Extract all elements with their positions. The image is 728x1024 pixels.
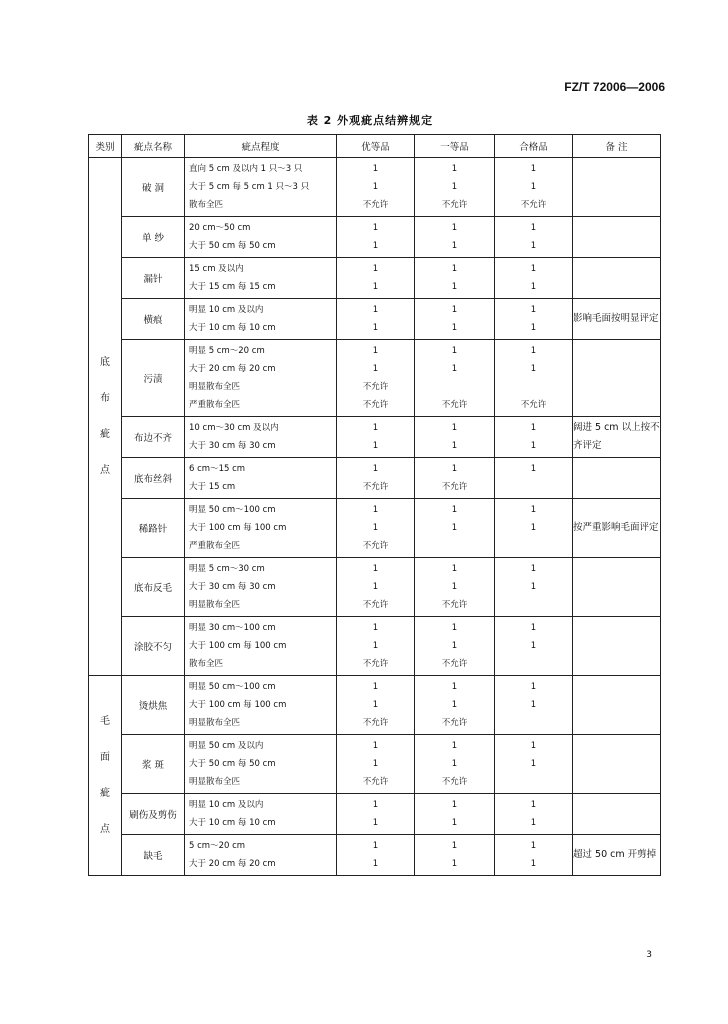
first-grade-value-line: 1 [451,441,458,451]
qualified-grade-value-line [495,478,572,496]
defect-name: 布边不齐 [122,417,185,458]
defect-degree [185,676,337,735]
first-grade-value-line: 1 [451,164,458,174]
table-row [89,676,661,735]
defect-name: 刷伤及剪伤 [122,794,185,835]
first-grade-value [415,617,495,676]
qualified-grade-value-line: 1 [530,641,537,651]
first-grade-value-line: 1 [451,800,458,810]
category-char: 点 [100,464,110,476]
header-first: 一等品 [415,135,495,158]
header-remark: 备 注 [573,135,661,158]
table-row [89,617,661,676]
defect-name: 涂胶不匀 [122,617,185,676]
remark [573,458,661,499]
first-grade-value [415,299,495,340]
defect-degree-line: 大于 50 cm 每 50 cm [189,241,276,251]
first-grade-value-line: 1 [451,641,458,651]
qualified-grade-value-line: 1 [530,305,537,315]
first-grade-value [415,217,495,258]
defect-degree-line: 10 cm～30 cm 及以内 [189,423,279,433]
first-grade-value-line: 不允许 [441,718,468,728]
defect-degree-line: 明显散布全匹 [189,777,241,787]
table-row [89,417,661,458]
premium-grade-value-line: 不允许 [362,600,389,610]
defect-degree-line: 大于 20 cm 每 20 cm [189,364,276,374]
remark [573,158,661,217]
qualified-grade-value-line: 1 [530,523,537,533]
qualified-grade-value-line: 1 [530,623,537,633]
defect-degree [185,499,337,558]
premium-grade-value-line: 1 [372,441,379,451]
defect-degree-line: 6 cm～15 cm [189,464,246,474]
defect-degree-line: 明显 50 cm 及以内 [189,741,264,751]
defect-degree-line: 明显 50 cm～100 cm [189,505,276,515]
qualified-grade-value [495,735,573,794]
defect-degree-line: 严重散布全匹 [189,541,241,551]
defect-name: 浆 斑 [122,735,185,794]
qualified-grade-value [495,340,573,417]
first-grade-value [415,835,495,876]
first-grade-value-line: 1 [451,346,458,356]
defect-degree-line: 散布全匹 [189,659,224,669]
table-row [89,558,661,617]
defect-degree-line: 大于 20 cm 每 20 cm [189,859,276,869]
defect-name: 缺毛 [122,835,185,876]
table-row [89,340,661,417]
defect-degree-line: 大于 15 cm [189,482,236,492]
premium-grade-value [337,158,415,217]
qualified-grade-value [495,835,573,876]
header-degree: 疵点程度 [185,135,337,158]
defect-degree-line: 明显 5 cm～30 cm [189,564,265,574]
category-cell [89,676,122,876]
qualified-grade-value-line [495,773,572,791]
premium-grade-value [337,499,415,558]
defect-degree-line: 大于 50 cm 每 50 cm [189,759,276,769]
defect-degree [185,417,337,458]
table-caption: 表 2 外观疵点结辨规定 [306,114,434,127]
defect-degree [185,458,337,499]
premium-grade-value [337,458,415,499]
first-grade-value [415,340,495,417]
defect-degree-line: 大于 30 cm 每 30 cm [189,441,276,451]
premium-grade-value-line: 不允许 [362,382,389,392]
first-grade-value-line: 1 [451,505,458,515]
premium-grade-value-line: 1 [372,800,379,810]
qualified-grade-value-line: 1 [530,582,537,592]
defect-degree [185,835,337,876]
remark [573,558,661,617]
qualified-grade-value-line [495,378,572,396]
defect-name: 底布丝斜 [122,458,185,499]
category-char: 毛 [100,715,110,727]
defect-degree-line: 大于 10 cm 每 10 cm [189,323,276,333]
premium-grade-value-line: 1 [372,841,379,851]
qualified-grade-value [495,417,573,458]
table-row [89,258,661,299]
qualified-grade-value-line: 1 [530,323,537,333]
premium-grade-value-line: 1 [372,759,379,769]
defect-degree-line: 明显 30 cm～100 cm [189,623,276,633]
defect-name: 漏针 [122,258,185,299]
premium-grade-value [337,417,415,458]
defect-degree [185,735,337,794]
premium-grade-value [337,558,415,617]
first-grade-value [415,158,495,217]
premium-grade-value [337,340,415,417]
premium-grade-value [337,217,415,258]
category-char: 疵 [100,787,110,799]
header-defect-name: 疵点名称 [122,135,185,158]
first-grade-value [415,458,495,499]
first-grade-value-line: 1 [451,182,458,192]
defect-degree-line: 大于 30 cm 每 30 cm [189,582,276,592]
category-char: 布 [100,392,110,404]
table-row [89,835,661,876]
premium-grade-value-line: 不允许 [362,541,389,551]
remark [573,794,661,835]
premium-grade-value-line: 1 [372,241,379,251]
qualified-grade-value-line: 1 [530,423,537,433]
first-grade-value-line: 1 [451,523,458,533]
qualified-grade-value-line: 1 [530,364,537,374]
defect-degree-line: 明显 10 cm 及以内 [189,305,264,315]
remark [573,217,661,258]
premium-grade-value-line: 不允许 [362,482,389,492]
first-grade-value-line: 不允许 [441,400,468,410]
premium-grade-value-line: 1 [372,223,379,233]
first-grade-value [415,417,495,458]
first-grade-value [415,558,495,617]
premium-grade-value-line: 1 [372,505,379,515]
remark: 影响毛面按明显评定 [573,299,661,340]
defect-degree [185,217,337,258]
defect-degree-line: 大于 5 cm 每 5 cm 1 只～3 只 [189,182,310,192]
premium-grade-value-line: 1 [372,682,379,692]
first-grade-value-line: 1 [451,741,458,751]
premium-grade-value-line: 不允许 [362,400,389,410]
defect-name: 烫烘焦 [122,676,185,735]
qualified-grade-value-line: 1 [530,241,537,251]
first-grade-value [415,735,495,794]
qualified-grade-value-line: 1 [530,841,537,851]
first-grade-value-line: 1 [451,282,458,292]
premium-grade-value-line: 1 [372,523,379,533]
defect-degree [185,299,337,340]
premium-grade-value-line: 1 [372,423,379,433]
header-category: 类别 [89,135,122,158]
qualified-grade-value [495,794,573,835]
first-grade-value-line: 1 [451,264,458,274]
qualified-grade-value-line: 1 [530,346,537,356]
defect-degree-line: 明显 5 cm～20 cm [189,346,265,356]
premium-grade-value-line: 1 [372,346,379,356]
premium-grade-value-line: 1 [372,305,379,315]
first-grade-value-line: 1 [451,682,458,692]
defect-table [88,134,661,876]
qualified-grade-value-line: 不允许 [520,400,547,410]
premium-grade-value-line: 不允许 [362,777,389,787]
first-grade-value-line: 1 [451,818,458,828]
table-row [89,735,661,794]
qualified-grade-value-line: 1 [530,182,537,192]
premium-grade-value-line: 1 [372,641,379,651]
defect-degree-line: 大于 100 cm 每 100 cm [189,700,287,710]
first-grade-value-line: 1 [451,841,458,851]
qualified-grade-value-line: 1 [530,800,537,810]
first-grade-value-line: 不允许 [441,659,468,669]
defect-degree-line: 20 cm～50 cm [189,223,251,233]
premium-grade-value-line: 不允许 [362,718,389,728]
first-grade-value-line: 1 [451,323,458,333]
defect-name: 横痕 [122,299,185,340]
premium-grade-value-line: 1 [372,564,379,574]
defect-name: 单 纱 [122,217,185,258]
premium-grade-value-line: 1 [372,323,379,333]
table-row [89,458,661,499]
table-row [89,299,661,340]
premium-grade-value [337,794,415,835]
defect-degree-line: 大于 100 cm 每 100 cm [189,523,287,533]
first-grade-value-line: 1 [451,364,458,374]
remark [573,617,661,676]
premium-grade-value-line: 1 [372,264,379,274]
standard-number: FZ/T 72006—2006 [564,80,665,94]
defect-name: 破 洞 [122,158,185,217]
remark [573,340,661,417]
premium-grade-value-line: 1 [372,282,379,292]
defect-degree-line: 大于 10 cm 每 10 cm [189,818,276,828]
first-grade-value-line: 1 [451,241,458,251]
premium-grade-value [337,835,415,876]
table-row [89,794,661,835]
remark: 按严重影响毛面评定 [573,499,661,558]
table-row [89,158,661,217]
defect-name: 污渍 [122,340,185,417]
premium-grade-value [337,299,415,340]
defect-degree-line: 严重散布全匹 [189,400,241,410]
first-grade-value [415,794,495,835]
defect-degree-line: 直向 5 cm 及以内 1 只～3 只 [189,164,303,174]
first-grade-value-line: 1 [451,223,458,233]
defect-degree-line: 明显散布全匹 [189,600,241,610]
first-grade-value-line: 1 [451,464,458,474]
qualified-grade-value-line [495,714,572,732]
premium-grade-value-line: 1 [372,623,379,633]
qualified-grade-value-line: 1 [530,223,537,233]
first-grade-value-line: 1 [451,759,458,769]
qualified-grade-value [495,558,573,617]
defect-degree-line: 明显 10 cm 及以内 [189,800,264,810]
qualified-grade-value-line: 1 [530,505,537,515]
premium-grade-value-line: 1 [372,464,379,474]
qualified-grade-value-line: 1 [530,164,537,174]
first-grade-value-line: 不允许 [441,777,468,787]
premium-grade-value-line: 1 [372,582,379,592]
defect-degree-line: 明显 50 cm～100 cm [189,682,276,692]
first-grade-value-line: 1 [451,582,458,592]
first-grade-value [415,258,495,299]
qualified-grade-value-line: 1 [530,818,537,828]
first-grade-value-line: 不允许 [441,600,468,610]
qualified-grade-value-line [495,655,572,673]
category-cell [89,158,122,676]
qualified-grade-value-line: 1 [530,700,537,710]
premium-grade-value-line: 1 [372,700,379,710]
defect-degree-line: 大于 100 cm 每 100 cm [189,641,287,651]
premium-grade-value [337,617,415,676]
first-grade-value [415,676,495,735]
remark [573,676,661,735]
page-number: 3 [646,950,652,960]
qualified-grade-value [495,299,573,340]
qualified-grade-value-line: 1 [530,282,537,292]
premium-grade-value-line: 1 [372,164,379,174]
defect-degree [185,158,337,217]
defect-degree-line: 5 cm～20 cm [189,841,246,851]
qualified-grade-value-line [495,596,572,614]
qualified-grade-value [495,676,573,735]
premium-grade-value-line: 1 [372,741,379,751]
qualified-grade-value [495,617,573,676]
premium-grade-value-line: 1 [372,364,379,374]
defect-degree-line: 散布全匹 [189,200,224,210]
remark [573,258,661,299]
premium-grade-value [337,735,415,794]
first-grade-value-line: 1 [451,564,458,574]
remark: 超过 50 cm 开剪掉 [573,835,661,876]
table-header-row [89,135,661,158]
qualified-grade-value-line: 1 [530,859,537,869]
qualified-grade-value [495,499,573,558]
category-char: 底 [100,356,110,368]
defect-degree-line: 15 cm 及以内 [189,264,244,274]
defect-degree [185,617,337,676]
table-row [89,499,661,558]
category-char: 面 [100,751,110,763]
qualified-grade-value-line: 1 [530,741,537,751]
defect-degree [185,794,337,835]
first-grade-value-line: 不允许 [441,482,468,492]
qualified-grade-value-line: 1 [530,441,537,451]
qualified-grade-value-line: 1 [530,464,537,474]
premium-grade-value-line: 不允许 [362,659,389,669]
first-grade-value-line [415,537,494,555]
qualified-grade-value [495,158,573,217]
defect-degree [185,558,337,617]
header-qualified: 合格品 [495,135,573,158]
first-grade-value [415,499,495,558]
defect-degree-line: 大于 15 cm 每 15 cm [189,282,276,292]
defect-degree-line: 明显散布全匹 [189,718,241,728]
qualified-grade-value-line: 1 [530,264,537,274]
qualified-grade-value [495,258,573,299]
qualified-grade-value [495,217,573,258]
qualified-grade-value-line: 1 [530,682,537,692]
premium-grade-value-line: 1 [372,818,379,828]
first-grade-value-line: 1 [451,700,458,710]
premium-grade-value-line: 1 [372,859,379,869]
qualified-grade-value-line: 1 [530,564,537,574]
first-grade-value-line: 1 [451,859,458,869]
remark [573,735,661,794]
defect-name: 稀路针 [122,499,185,558]
defect-degree [185,258,337,299]
category-char: 疵 [100,428,110,440]
qualified-grade-value [495,458,573,499]
category-char: 点 [100,823,110,835]
header-premium: 优等品 [337,135,415,158]
first-grade-value-line: 1 [451,623,458,633]
first-grade-value-line: 1 [451,423,458,433]
premium-grade-value-line: 不允许 [362,200,389,210]
premium-grade-value [337,676,415,735]
premium-grade-value [337,258,415,299]
qualified-grade-value-line [495,537,572,555]
qualified-grade-value-line: 1 [530,759,537,769]
first-grade-value-line [415,378,494,396]
first-grade-value-line: 1 [451,305,458,315]
table-row [89,217,661,258]
first-grade-value-line: 不允许 [441,200,468,210]
premium-grade-value-line: 1 [372,182,379,192]
defect-name: 底布反毛 [122,558,185,617]
defect-degree-line: 明显散布全匹 [189,382,241,392]
remark: 阔进 5 cm 以上按不齐评定 [573,417,661,458]
qualified-grade-value-line: 不允许 [520,200,547,210]
defect-degree [185,340,337,417]
